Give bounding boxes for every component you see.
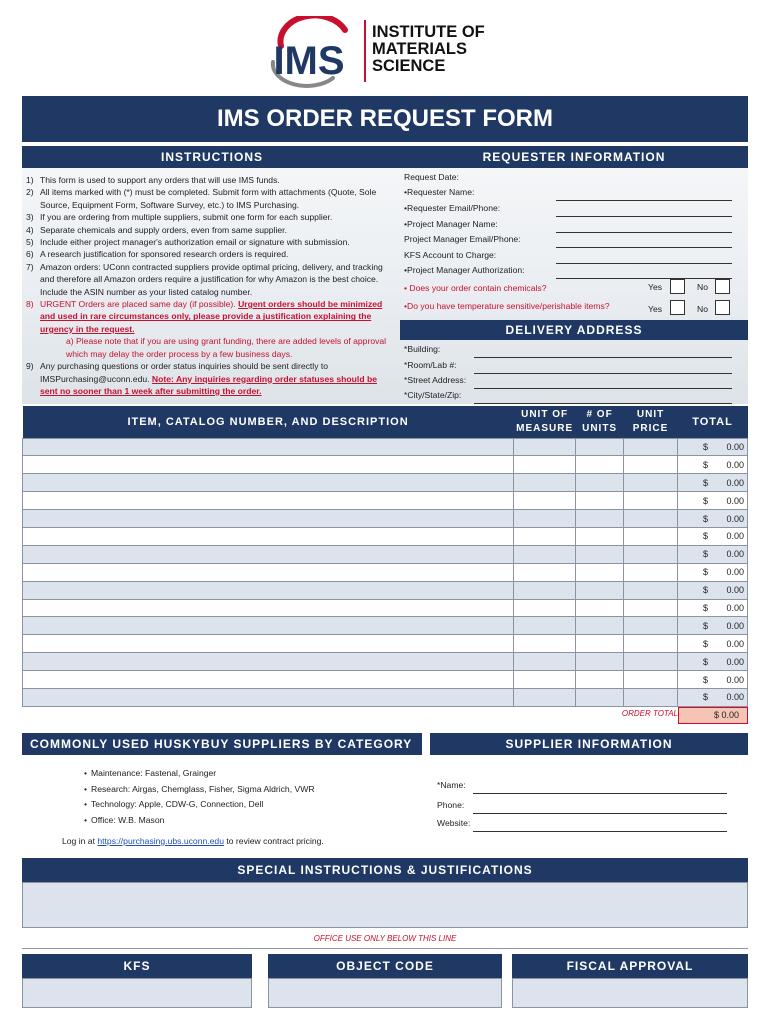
fiscal-approval-header: FISCAL APPROVAL [512, 954, 748, 978]
row-total-value: 0.00 [726, 477, 744, 488]
item-description-cell[interactable] [23, 545, 514, 563]
unit-price-cell[interactable] [624, 474, 678, 492]
special-instructions-header: SPECIAL INSTRUCTIONS & JUSTIFICATIONS [22, 858, 748, 882]
login-post-text: to review contract pricing. [226, 836, 324, 846]
unit-price-cell[interactable] [624, 510, 678, 528]
col-unit-of-measure: UNIT OF MEASURE [514, 406, 576, 438]
currency-symbol: $ [703, 656, 709, 667]
object-code-input[interactable] [268, 978, 502, 1008]
pm-authorization-label: •Project Manager Authorization: [404, 265, 525, 275]
currency-symbol: $ [703, 495, 709, 506]
chemicals-question: • Does your order contain chemicals? [404, 283, 547, 293]
room-label: *Room/Lab #: [404, 360, 457, 370]
delivery-header: DELIVERY ADDRESS [400, 320, 748, 340]
row-total-value: 0.00 [726, 602, 744, 613]
city-field[interactable] [404, 390, 744, 404]
units-cell[interactable] [576, 492, 624, 510]
row-total-value: 0.00 [726, 459, 744, 470]
instruction-item [26, 174, 394, 186]
currency-symbol: $ [703, 638, 709, 649]
unit-of-measure-cell[interactable] [514, 438, 576, 456]
supplier-website-label: Website: [437, 818, 471, 828]
currency-symbol: $ [703, 585, 709, 596]
office-use-note: OFFICE USE ONLY BELOW THIS LINE [313, 934, 457, 943]
unit-price-cell[interactable] [624, 581, 678, 599]
huskybuy-header: COMMONLY USED HUSKYBUY SUPPLIERS BY CATEGORY [22, 733, 422, 755]
unit-of-measure-cell[interactable] [514, 671, 576, 689]
special-instructions-input[interactable] [22, 882, 748, 928]
item-description-cell[interactable] [23, 599, 514, 617]
col-unit-price: UNIT PRICE [624, 406, 678, 438]
logo-separator [364, 20, 366, 82]
unit-price-cell[interactable] [624, 527, 678, 545]
input-line [556, 200, 732, 201]
input-line [556, 278, 732, 279]
supplier-phone-label: Phone: [437, 800, 465, 810]
chemicals-no-label: No [697, 282, 708, 292]
currency-symbol: $ [703, 531, 709, 542]
instruction-number: 7) [26, 261, 34, 272]
order-total-value: $ 0.00 [678, 707, 748, 724]
logo-line-2: MATERIALS [372, 40, 468, 58]
input-line [474, 388, 732, 389]
row-total-cell [678, 438, 748, 456]
kfs-account-field[interactable] [404, 250, 744, 264]
chemicals-yes-checkbox[interactable] [670, 279, 685, 294]
building-field[interactable] [404, 344, 744, 358]
items-table [22, 406, 748, 707]
instruction-number: 1) [26, 175, 34, 185]
row-total-cell [678, 545, 748, 563]
instruction-number: 8) [26, 299, 34, 310]
item-row [23, 456, 748, 474]
row-total-cell [678, 510, 748, 528]
item-description-cell[interactable] [23, 563, 514, 581]
instruction-item [26, 236, 394, 248]
instruction-number: 6) [26, 249, 34, 260]
row-total-cell [678, 474, 748, 492]
instruction-text: All items marked with (*) must be completed. Submit form with attachments (Quote, Sole Source, Equipment Form, Software Survey, etc.) to IMS Purchasing. [40, 187, 377, 210]
unit-price-cell[interactable] [624, 671, 678, 689]
row-total-cell [678, 599, 748, 617]
street-field[interactable] [404, 375, 744, 389]
item-description-cell[interactable] [23, 527, 514, 545]
unit-price-cell[interactable] [624, 617, 678, 635]
urgent-bold-text: Urgent orders should be minimized and used in rare circumstances only, please provide a justification explaining the urgency in the request. [40, 299, 383, 334]
unit-of-measure-cell[interactable] [514, 563, 576, 581]
row-total-cell [678, 492, 748, 510]
unit-price-cell[interactable] [624, 653, 678, 671]
item-row [23, 527, 748, 545]
instructions-list [26, 174, 394, 397]
unit-price-cell[interactable] [624, 599, 678, 617]
units-cell[interactable] [576, 653, 624, 671]
item-description-cell[interactable] [23, 688, 514, 706]
col-total: TOTAL [678, 406, 748, 438]
row-total-value: 0.00 [726, 692, 744, 703]
urgent-lead-text: URGENT Orders are placed same day (if possible). [40, 299, 236, 310]
row-total-value: 0.00 [726, 549, 744, 560]
inquiry-note-text: Note: Any inquiries regarding order statuses should be sent no sooner than 1 week after submitting the order. [40, 373, 377, 396]
item-row [23, 653, 748, 671]
requester-name-field[interactable] [404, 187, 744, 201]
col-item-description: ITEM, CATALOG NUMBER, AND DESCRIPTION [23, 406, 514, 438]
unit-price-cell[interactable] [624, 688, 678, 706]
logo-line-1: INSTITUTE OF [372, 23, 485, 41]
item-description-cell[interactable] [23, 438, 514, 456]
row-total-cell [678, 671, 748, 689]
units-cell[interactable] [576, 563, 624, 581]
item-row [23, 474, 748, 492]
instruction-item [26, 186, 394, 211]
unit-of-measure-cell[interactable] [514, 599, 576, 617]
instruction-item [26, 211, 394, 223]
row-total-value: 0.00 [726, 441, 744, 452]
unit-of-measure-cell[interactable] [514, 635, 576, 653]
row-total-value: 0.00 [726, 513, 744, 524]
supplier-category-item: • Maintenance: Fastenal, Grainger [84, 766, 315, 782]
currency-symbol: $ [703, 513, 709, 524]
requester-header: REQUESTER INFORMATION [400, 146, 748, 168]
instruction-item [26, 261, 394, 298]
unit-of-measure-cell[interactable] [514, 688, 576, 706]
instruction-text: Separate chemicals and supply orders, even from same supplier. [40, 224, 287, 235]
supplier-name-label: *Name: [437, 780, 466, 790]
unit-of-measure-cell[interactable] [514, 581, 576, 599]
fiscal-approval-input[interactable] [512, 978, 748, 1008]
supplier-category-item: • Office: W.B. Mason [84, 813, 315, 829]
order-total-label: ORDER TOTAL [621, 709, 678, 718]
pm-email-label: Project Manager Email/Phone: [404, 234, 521, 244]
requester-name-label: •Requester Name: [404, 187, 475, 197]
item-description-cell[interactable] [23, 456, 514, 474]
row-total-cell [678, 527, 748, 545]
item-description-cell[interactable] [23, 510, 514, 528]
supplier-header: SUPPLIER INFORMATION [430, 733, 748, 755]
units-cell[interactable] [576, 671, 624, 689]
currency-symbol: $ [703, 602, 709, 613]
supplier-category-item: • Research: Airgas, Chemglass, Fisher, Sigma Aldrich, VWR [84, 782, 315, 798]
input-line [474, 403, 732, 404]
chemicals-yes-label: Yes [648, 282, 663, 292]
instruction-text: This form is used to support any orders that will use IMS funds. [40, 175, 280, 185]
item-row [23, 635, 748, 653]
currency-symbol: $ [703, 441, 709, 452]
currency-symbol: $ [703, 567, 709, 578]
item-description-cell[interactable] [23, 474, 514, 492]
row-total-cell [678, 563, 748, 581]
instruction-number: 4) [26, 224, 34, 235]
instruction-number: 5) [26, 237, 34, 248]
item-row [23, 545, 748, 563]
pm-name-field[interactable] [404, 219, 744, 233]
instructions-header: INSTRUCTIONS [22, 146, 402, 168]
item-row [23, 438, 748, 456]
supplier-name-field[interactable] [437, 780, 727, 794]
item-description-cell[interactable] [23, 492, 514, 510]
instruction-item [26, 248, 394, 260]
kfs-account-label: KFS Account to Charge: [404, 250, 497, 260]
item-description-cell[interactable] [23, 671, 514, 689]
unit-of-measure-cell[interactable] [514, 527, 576, 545]
item-row [23, 510, 748, 528]
input-line [556, 263, 732, 264]
temperature-question: •Do you have temperature sensitive/perishable items? [404, 301, 610, 311]
currency-symbol: $ [703, 692, 709, 703]
row-total-value: 0.00 [726, 656, 744, 667]
row-total-cell [678, 688, 748, 706]
items-body [23, 438, 748, 706]
login-note [62, 836, 324, 846]
logo-mark-text: IMS [273, 39, 345, 83]
supplier-category-item: • Technology: Apple, CDW-G, Connection, Dell [84, 797, 315, 813]
temperature-yes-label: Yes [648, 304, 663, 314]
row-total-value: 0.00 [726, 674, 744, 685]
col-number-of-units: # OF UNITS [576, 406, 624, 438]
pm-name-label: •Project Manager Name: [404, 219, 498, 229]
instruction-text: A research justification for sponsored research orders is required. [40, 249, 289, 260]
login-pre-text: Log in at [62, 836, 95, 846]
input-line [473, 813, 727, 814]
item-description-cell[interactable] [23, 617, 514, 635]
instruction-text: Any purchasing questions or order status inquiries should be sent directly to IMSPurchasing@uconn.edu. [40, 361, 329, 384]
item-row [23, 563, 748, 581]
units-cell[interactable] [576, 617, 624, 635]
huskybuy-list [84, 766, 315, 828]
unit-price-cell[interactable] [624, 492, 678, 510]
instruction-text: If you are ordering from multiple suppliers, submit one form for each supplier. [40, 212, 333, 223]
unit-of-measure-cell[interactable] [514, 653, 576, 671]
input-line [473, 831, 727, 832]
units-cell[interactable] [576, 510, 624, 528]
item-row [23, 581, 748, 599]
currency-symbol: $ [703, 620, 709, 631]
unit-price-cell[interactable] [624, 635, 678, 653]
row-total-value: 0.00 [726, 495, 744, 506]
page-title: IMS ORDER REQUEST FORM [22, 96, 748, 142]
unit-price-cell[interactable] [624, 456, 678, 474]
pm-email-field[interactable] [404, 234, 744, 248]
units-cell[interactable] [576, 688, 624, 706]
item-row [23, 492, 748, 510]
instruction-text: Include either project manager's authorization email or signature with submission. [40, 237, 350, 248]
instruction-text: Amazon orders: UConn contracted suppliers provide optimal pricing, delivery, and tracking and therefore all Amazon orders require a justification for why Amazon is the best choice. Include the ASIN number as your listed catalog number. [40, 261, 383, 297]
logo-wordmark [372, 24, 485, 75]
kfs-input[interactable] [22, 978, 252, 1008]
item-row [23, 688, 748, 706]
row-total-value: 0.00 [726, 531, 744, 542]
requester-email-field[interactable] [404, 203, 744, 217]
input-line [474, 373, 732, 374]
instruction-item-urgent [26, 298, 394, 335]
supplier-phone-field[interactable] [437, 800, 727, 814]
ims-logo [253, 16, 365, 90]
row-total-value: 0.00 [726, 567, 744, 578]
units-cell[interactable] [576, 545, 624, 563]
row-total-value: 0.00 [726, 585, 744, 596]
units-cell[interactable] [576, 599, 624, 617]
currency-symbol: $ [703, 459, 709, 470]
pm-authorization-field[interactable] [404, 265, 744, 279]
unit-of-measure-cell[interactable] [514, 492, 576, 510]
row-total-cell [678, 635, 748, 653]
item-description-cell[interactable] [23, 653, 514, 671]
request-date-label: Request Date: [404, 172, 459, 182]
row-total-cell [678, 456, 748, 474]
item-description-cell[interactable] [23, 635, 514, 653]
currency-symbol: $ [703, 477, 709, 488]
temperature-yes-checkbox[interactable] [670, 300, 685, 315]
grant-funding-note: a) Please note that if you are using grant funding, there are added levels of approval which may delay the order process by a few business days. [66, 336, 387, 359]
input-line [556, 232, 732, 233]
unit-of-measure-cell[interactable] [514, 510, 576, 528]
kfs-header: KFS [22, 954, 252, 978]
item-row [23, 599, 748, 617]
units-cell[interactable] [576, 581, 624, 599]
units-cell[interactable] [576, 635, 624, 653]
unit-of-measure-cell[interactable] [514, 617, 576, 635]
item-row [23, 671, 748, 689]
row-total-cell [678, 617, 748, 635]
item-row [23, 617, 748, 635]
instruction-item [26, 360, 394, 397]
requester-email-label: •Requester Email/Phone: [404, 203, 501, 213]
units-cell[interactable] [576, 456, 624, 474]
room-field[interactable] [404, 360, 744, 374]
units-cell[interactable] [576, 527, 624, 545]
temperature-no-checkbox[interactable] [715, 300, 730, 315]
instruction-item [26, 224, 394, 236]
logo-line-3: SCIENCE [372, 57, 446, 75]
unit-price-cell[interactable] [624, 545, 678, 563]
purchasing-link[interactable]: https://purchasing.ubs.uconn.edu [97, 836, 224, 846]
temperature-no-label: No [697, 304, 708, 314]
row-total-value: 0.00 [726, 638, 744, 649]
request-date-field[interactable] [404, 172, 744, 186]
street-label: *Street Address: [404, 375, 467, 385]
instruction-number: 9) [26, 361, 34, 372]
building-label: *Building: [404, 344, 441, 354]
office-use-divider [22, 948, 748, 949]
row-total-cell [678, 653, 748, 671]
unit-of-measure-cell[interactable] [514, 474, 576, 492]
units-cell[interactable] [576, 474, 624, 492]
object-code-header: OBJECT CODE [268, 954, 502, 978]
input-line [556, 247, 732, 248]
currency-symbol: $ [703, 549, 709, 560]
supplier-website-field[interactable] [437, 818, 727, 832]
item-description-cell[interactable] [23, 581, 514, 599]
unit-of-measure-cell[interactable] [514, 456, 576, 474]
row-total-cell [678, 581, 748, 599]
unit-price-cell[interactable] [624, 563, 678, 581]
currency-symbol: $ [703, 674, 709, 685]
unit-price-cell[interactable] [624, 438, 678, 456]
units-cell[interactable] [576, 438, 624, 456]
instruction-number: 3) [26, 212, 34, 223]
chemicals-no-checkbox[interactable] [715, 279, 730, 294]
input-line [473, 793, 727, 794]
input-line [474, 357, 732, 358]
instruction-number: 2) [26, 187, 34, 198]
input-line [556, 216, 732, 217]
unit-of-measure-cell[interactable] [514, 545, 576, 563]
row-total-value: 0.00 [726, 620, 744, 631]
city-label: *City/State/Zip: [404, 390, 462, 400]
